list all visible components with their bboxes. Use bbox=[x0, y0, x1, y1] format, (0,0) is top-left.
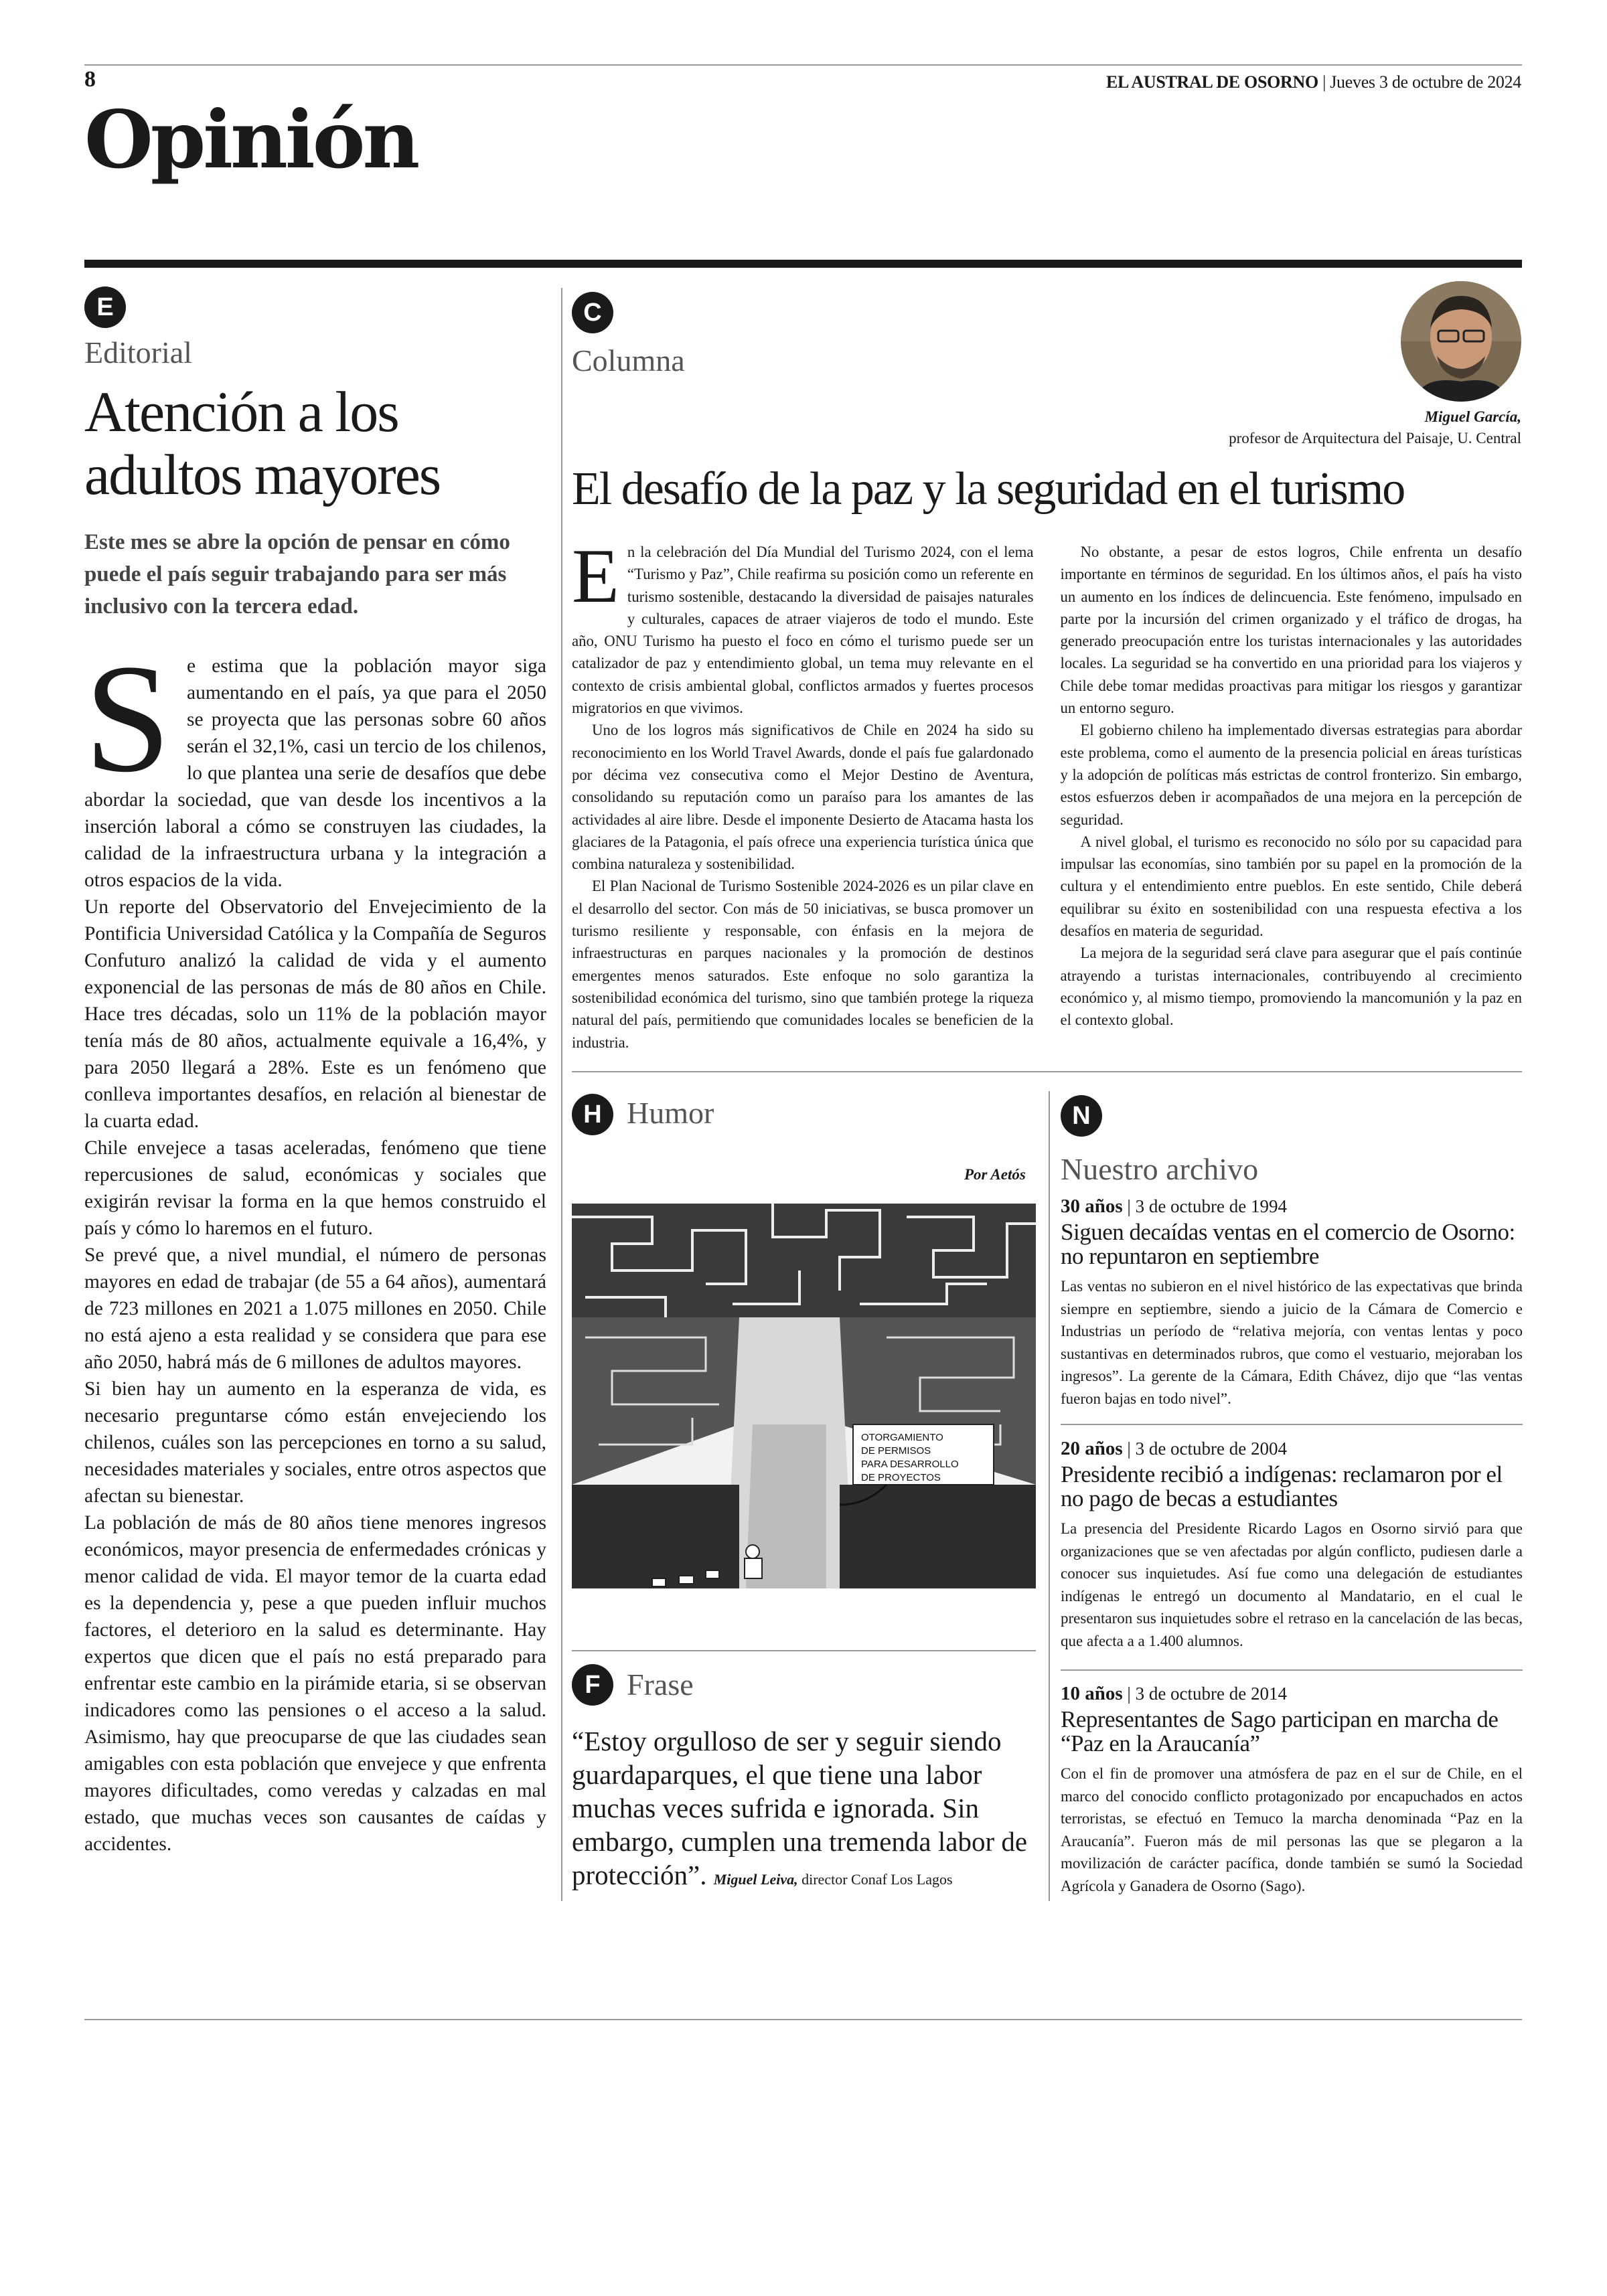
archivo-date: | 3 de octubre de 2004 bbox=[1127, 1439, 1288, 1459]
humor-kicker: Humor bbox=[627, 1096, 714, 1130]
editorial-body bbox=[84, 633, 546, 1858]
archivo-body: Con el fin de promover una atmósfera de paz en el sur de Chile, en el marco del conocido conflicto protagonizado por encapuchados en actos terroristas, se efectuó en Temuco la marcha denominada “Paz en la Araucanía”. Fueron más de mil personas las que se plegaron a la movilización de carácter pacífica, donde también se sumó la Sociedad Agrícola y Ganadera de Osorno (Sago). bbox=[1061, 1765, 1523, 1894]
masthead bbox=[1106, 72, 1521, 92]
frase-speaker: Miguel Leiva, bbox=[713, 1871, 798, 1888]
column-title: El desafío de la paz y la seguridad en el turismo bbox=[572, 463, 1405, 515]
column-bottom-rule bbox=[572, 1071, 1522, 1072]
frase-kicker: Frase bbox=[627, 1667, 694, 1702]
author-role: profesor de Arquitectura del Paisaje, U. Central bbox=[1229, 430, 1521, 446]
bottom-rule bbox=[84, 2019, 1522, 2020]
editorial-kicker: Editorial bbox=[84, 335, 192, 370]
editorial-lede: Este mes se abre la opción de pensar en cómo puede el país seguir trabajando para ser más inclusivo con la tercera edad. bbox=[84, 530, 510, 619]
humor-badge: H bbox=[572, 1094, 613, 1135]
humor-bottom-rule bbox=[572, 1650, 1036, 1651]
column-paragraph: El Plan Nacional de Turismo Sostenible 2024-2026 es un pilar clave en el desarrollo del sector. Con más de 50 iniciativas, se busca promover un turismo resiliente y responsable, con énfasis en la mejora de infraestructuras en parques nacionales y la promoción de destinos emergentes menos saturados. Este enfoque no solo garantiza la sostenibilidad económica del turismo, sino que también protege la riqueza natural del país, permitiendo que comunidades locales se beneficien de la industria. bbox=[572, 878, 1034, 1051]
cartoon-sign-line: DE PERMISOS bbox=[861, 1445, 931, 1457]
page-number: 8 bbox=[84, 67, 96, 92]
cartoon-sign-line: OTORGAMIENTO bbox=[861, 1432, 943, 1443]
frase-badge: F bbox=[572, 1664, 613, 1706]
editorial-paragraph: Un reporte del Observatorio del Envejecimiento de la Pontificia Universidad Católica y la Compañía de Seguros Confuturo analizó la calidad de vida y el aumento exponencial de las personas de más de 80 años en Chile. Hace tres décadas, solo un 11% de la población mayor tenía más de 80 años, actualmente equivale a 16,4%, y para 2050 llegará a 28%. Este es un fenómeno que conlleva importantes desafíos, en relación al bienestar de la cuarta edad. bbox=[84, 896, 546, 1132]
humor-byline: Por Aetós bbox=[964, 1166, 1026, 1183]
author-name: Miguel García, bbox=[1424, 408, 1521, 425]
archivo-years: 20 años bbox=[1061, 1438, 1123, 1459]
column-paragraph: A nivel global, el turismo es reconocido no sólo por su capacidad para impulsar las economías, sino también por su papel en la promoción de la cultura y el entendimiento entre pueblos. En este sentido, Chile deberá equilibrar su éxito en sostenibilidad con una respuesta efectiva a los desafíos en materia de seguridad. bbox=[1060, 833, 1522, 940]
cartoon-sign-line: DE PROYECTOS bbox=[861, 1472, 941, 1483]
frase-quote: “Estoy orgulloso de ser y seguir siendo guardaparques, el que tiene una labor muchas veces sufrida e ignorada. Sin embargo, cumplen una tremenda labor de protección”. bbox=[572, 1726, 1028, 1890]
column-body bbox=[572, 534, 1522, 1056]
cartoon-sign-line: PARA DESARROLLO bbox=[861, 1459, 959, 1470]
archivo-years: 30 años bbox=[1061, 1196, 1123, 1217]
archivo-item bbox=[1061, 1196, 1523, 1410]
column-kicker: Columna bbox=[572, 343, 685, 378]
column-paragraph: La mejora de la seguridad será clave para asegurar que el país continúe atrayendo a turistas internacionales, contribuyendo al crecimiento económico y, al mismo tiempo, promoviendo la mancomunión y la paz en el contexto global. bbox=[1060, 945, 1522, 1029]
column-paragraph: El gobierno chileno ha implementado diversas estrategias para abordar este problema, como el aumento de la presencia policial en áreas turísticas y la adopción de políticas más estrictas de control fronterizo. Sin embargo, estos esfuerzos deben ir acompañados de una mejora en la percepción de seguridad. bbox=[1060, 722, 1522, 828]
editorial-badge: E bbox=[84, 286, 126, 328]
archivo-item bbox=[1061, 1438, 1523, 1652]
column-paragraph: Uno de los logros más significativos de Chile en 2024 ha sido su reconocimiento en los World Travel Awards, donde el país fue galardonado por décima vez consecutiva como el Mejor Destino de Aventura, consolidando su reputación como un paraíso para los amantes de las actividades al aire libre. Desde el imponente Desierto de Atacama hasta los glaciares de la Patagonia, el país ofrece una experiencia turística única que combina naturaleza y sostenibilidad. bbox=[572, 722, 1034, 873]
masthead-separator: | bbox=[1318, 72, 1330, 92]
archivo-item bbox=[1061, 1683, 1523, 1897]
frase-speaker-role: director Conaf Los Lagos bbox=[801, 1871, 953, 1888]
issue-date: Jueves 3 de octubre de 2024 bbox=[1330, 72, 1521, 92]
archivo-body: Las ventas no subieron en el nivel histórico de las expectativas que brinda siempre en septiembre, siendo a juicio de la Cámara de Comercio e Industrias un período de “relativa mejoría, con ventas lentas y poco sustantivas en determinados rubros, que como el vestuario, mejoraban los ingresos”. La gerente de la Cámara, Edith Chávez, dijo que “las ventas fueron bajas en todo nivel”. bbox=[1061, 1278, 1523, 1407]
editorial-paragraph: Chile envejece a tasas aceleradas, fenómeno que tiene repercusiones de salud, económicas y sociales que exigirán revisar la forma en la que hemos construido el país y cómo lo haremos en el futuro. bbox=[84, 1137, 546, 1239]
archivo-date: | 3 de octubre de 2014 bbox=[1127, 1684, 1288, 1704]
archivo-rule bbox=[1061, 1424, 1523, 1425]
editorial-paragraph: Se prevé que, a nivel mundial, el número de personas mayores en edad de trabajar (de 55 a 64 años), aumentará de 723 millones en 2021 a 1.075 millones en 2050. Chile no está ajeno a esta realidad y se considera que para ese año 2050, habrá más de 6 millones de adultos mayores. bbox=[84, 1244, 546, 1373]
editorial-title: Atención a los adultos mayores bbox=[84, 380, 441, 507]
column-rule-left bbox=[561, 288, 562, 1901]
section-title: Opinión bbox=[84, 93, 418, 186]
editorial-paragraph: La población de más de 80 años tiene menores ingresos económicos, mayor presencia de enfermedades crónicas y menor calidad de vida. El mayor temor de la cuarta edad es la dependencia y, pese a que pueden influir muchos factores, el deterioro en la salud es determinante. Hay expertos que dicen que el país no está preparado para enfrentar este cambio en la pirámide etaria, si se observan indicadores como las pensiones o el acceso a la salud. Asimismo, hay que preocuparse de que las ciudades sean amigables con esta población que envejece y que enfrenta mayores dificultades, como veredas y calzadas en mal estado, que muchas veces son causantes de caídas y accidentes. bbox=[84, 1512, 546, 1855]
archivo-headline: Representantes de Sago participan en marcha de “Paz en la Araucanía” bbox=[1061, 1706, 1499, 1756]
section-divider bbox=[84, 260, 1522, 268]
archivo-badge: N bbox=[1061, 1095, 1102, 1137]
top-rule bbox=[84, 64, 1522, 66]
column-paragraph: No obstante, a pesar de estos logros, Chile enfrenta un desafío importante en términos de seguridad. En los últimos años, el país ha visto un aumento en los índices de delincuencia. Este fenómeno, impulsado en parte por la incursión del crimen organizado y el tráfico de drogas, ha generado preocupación entre los turistas internacionales y las autoridades locales. La seguridad se ha convertido en una prioridad para los viajeros y Chile debe tomar medidas proactivas para mitigar los riesgos y garantizar un entorno seguro. bbox=[1060, 544, 1522, 717]
editorial-paragraph: Si bien hay un aumento en la esperanza de vida, es necesario preguntarse cómo están envejeciendo los chilenos, cuáles son las percepciones en torno a su salud, necesidades materiales y sociales, entre otros aspectos que afectan su bienestar. bbox=[84, 1378, 546, 1507]
frase-quote-block bbox=[572, 1724, 1041, 1896]
column-dropcap: E bbox=[572, 534, 619, 619]
archivo-date: | 3 de octubre de 1994 bbox=[1127, 1196, 1288, 1216]
column-paragraph: En la celebración del Día Mundial del Turismo 2024, con el lema “Turismo y Paz”, Chile reafirma su posición como un referente en turismo sostenible, destacando la diversidad de paisajes naturales y culturales, capaces de atraer viajeros de todo el mundo. Este año, ONU Turismo ha puesto el foco en cómo el turismo puede ser un catalizador de paz y entendimiento global, un tema muy relevante en el contexto de crisis ambiental global, conflictos armados y fuertes procesos migratorios en que vivimos. bbox=[572, 534, 1034, 717]
archivo-kicker: Nuestro archivo bbox=[1061, 1152, 1259, 1186]
archivo-headline: Presidente recibió a indígenas: reclamaron por el no pago de becas a estudiantes bbox=[1061, 1461, 1503, 1511]
author-photo bbox=[1401, 281, 1521, 402]
column-badge: C bbox=[572, 292, 613, 333]
editorial-paragraph: Se estima que la población mayor siga aumentando en el país, ya que para el 2050 se proyecta que las personas sobre 60 años serán el 32,1%, casi un tercio de los chilenos, lo que plantea una serie de desafíos que debe abordar la sociedad, que van desde los incentivos a la inserción laboral a cómo se construyen las ciudades, la calidad de la infraestructura urbana y la integración a otros espacios de la vida. bbox=[84, 633, 546, 891]
archivo-rule bbox=[1061, 1669, 1523, 1671]
column-rule-right bbox=[1049, 1091, 1050, 1901]
publication-name: EL AUSTRAL DE OSORNO bbox=[1105, 72, 1318, 92]
archivo-body: La presencia del Presidente Ricardo Lagos en Osorno sirvió para que organizaciones que se ven afectadas por algún conflicto, pudiesen darle a conocer sus inquietudes. Así fue como una delegación de estudiantes indígenas le entregó un documento al Mandatario, en el cual le presentaron sus inquietudes sobre el retraso en la cancelación de las becas, que afecta a a 1.400 alumnos. bbox=[1061, 1520, 1523, 1649]
archivo-years: 10 años bbox=[1061, 1683, 1123, 1704]
humor-cartoon bbox=[572, 1204, 1036, 1588]
editorial-dropcap: S bbox=[84, 633, 171, 805]
archivo-headline: Siguen decaídas ventas en el comercio de Osorno: no repuntaron en septiembre bbox=[1061, 1219, 1515, 1269]
